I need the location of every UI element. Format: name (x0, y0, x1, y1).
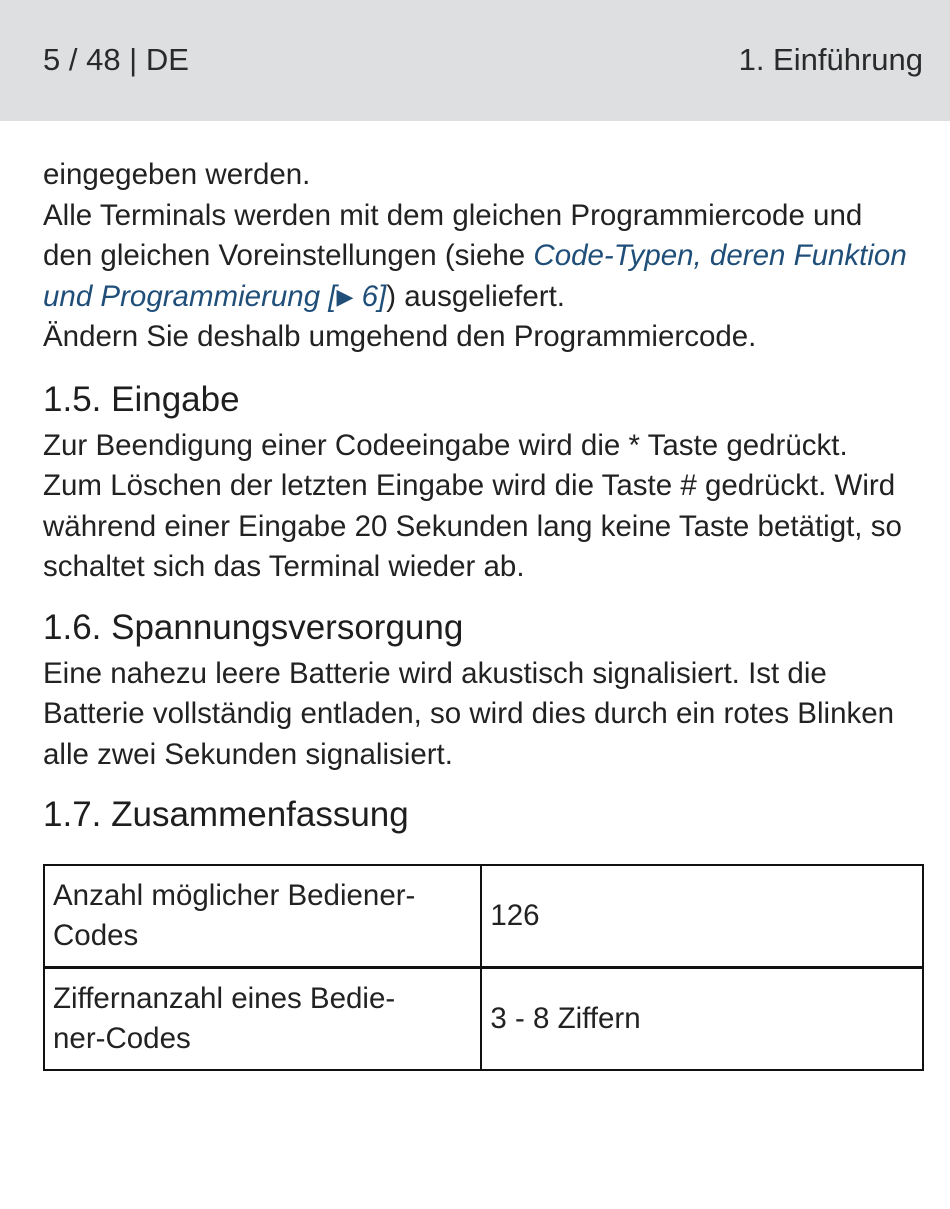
intro-paragraph (43, 196, 913, 358)
table-cell-value: 3 - 8 Ziffern (481, 968, 923, 1071)
document-content (43, 155, 913, 1071)
label-line: Codes (53, 919, 139, 952)
section-body-spannungsversorgung: Eine nahezu leere Batterie wird akustisch signalisiert. Ist die Batterie vollständig entladen, so wird dies durch ein rotes Blinken alle zwei Sekunden signalisiert. (43, 656, 895, 771)
section-heading-zusammenfassung: 1.7. Zusammenfassung (43, 795, 409, 834)
intro-text-before-link: Alle Terminals werden mit dem gleichen Programmiercode und den gleichen Voreinstellungen (siehe (43, 198, 863, 272)
section-heading-eingabe: 1.5. Eingabe (43, 379, 240, 419)
label-line: ner-Codes (53, 1022, 191, 1055)
cross-reference-page: 6] (353, 279, 387, 313)
table-cell-value: 126 (481, 865, 923, 968)
section-heading-spannungsversorgung: 1.6. Spannungsversorgung (43, 607, 464, 647)
summary-table (43, 864, 924, 1071)
cross-reference-text: Code-Typen, deren Funktion und Programmierung [ (43, 239, 907, 313)
intro-line-text: eingegeben werden. (43, 158, 311, 191)
table-row (44, 968, 923, 1071)
intro-last-line: Ändern Sie deshalb umgehend den Programmiercode. (43, 320, 757, 353)
section-body-eingabe: Zur Beendigung einer Codeeingabe wird die * Taste gedrückt. Zum Löschen der letzten Eingabe wird die Taste # gedrückt. Wird während einer Eingabe 20 Sekunden lang keine Taste betätigt, so schaltet sich das Terminal wieder ab. (43, 428, 902, 583)
label-line: Anzahl möglicher Bediener- (53, 879, 416, 912)
label-line: Ziffernanzahl eines Bedie- (53, 982, 396, 1015)
table-cell-label (44, 865, 481, 968)
intro-text-after-link: ) ausgeliefert. (386, 279, 565, 313)
intro-line (43, 155, 913, 196)
page-indicator: 5 / 48 | DE (43, 42, 189, 77)
page-header (0, 0, 950, 121)
chapter-title: 1. Einführung (738, 42, 923, 77)
table-cell-label (44, 968, 481, 1071)
play-arrow-icon: ▶ (336, 283, 354, 309)
table-row (44, 865, 923, 968)
